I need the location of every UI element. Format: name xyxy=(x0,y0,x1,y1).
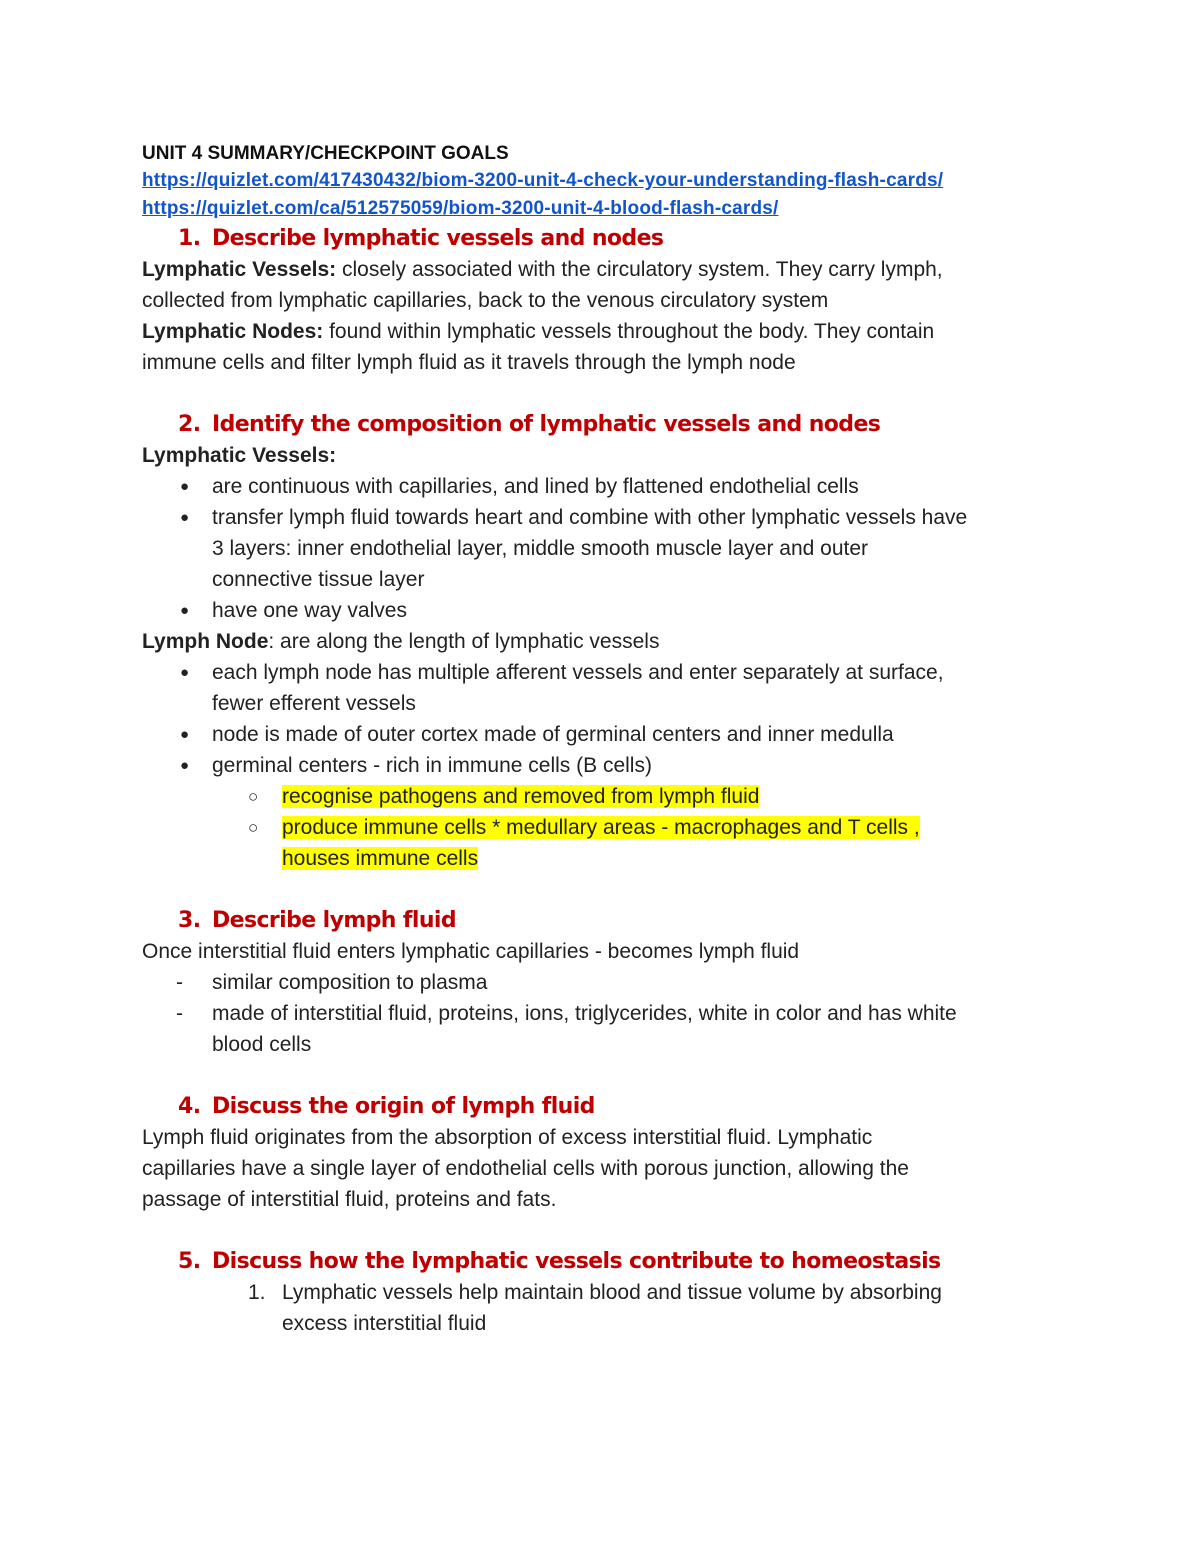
lymphatic-nodes-text: found within lymphatic vessels throughout the body. They contain xyxy=(323,320,935,343)
section-3-heading-text: Describe lymph fluid xyxy=(212,908,456,933)
dash-icon: - xyxy=(176,1002,183,1025)
bullet-icon: ● xyxy=(180,726,190,743)
list-item: ● node is made of outer cortex made of germinal centers and inner medulla xyxy=(142,719,1102,750)
list-item: ● germinal centers - rich in immune cells (B cells) xyxy=(142,750,1102,781)
list-item: ● are continuous with capillaries, and lined by flattened endothelial cells xyxy=(142,471,1102,502)
lymphatic-nodes-label: Lymphatic Nodes: xyxy=(142,320,324,343)
section-2-heading xyxy=(142,409,1102,440)
list-number: 1. xyxy=(248,1281,266,1304)
circle-bullet-icon: ○ xyxy=(248,818,259,837)
node-bullet-list xyxy=(142,657,1102,781)
section-5-number: 5. xyxy=(178,1249,201,1274)
lymph-node-text: : are along the length of lymphatic vessels xyxy=(268,630,660,653)
section-3-number: 3. xyxy=(178,908,201,933)
list-item-continuation: blood cells xyxy=(212,1033,312,1056)
quizlet-link-check-understanding[interactable]: https://quizlet.com/417430432/biom-3200-unit-4-check-your-understanding-flash-cards/ xyxy=(142,170,944,191)
circle-bullet-icon: ○ xyxy=(248,787,259,806)
vessels-composition-label: Lymphatic Vessels: xyxy=(142,444,337,467)
list-item-continuation: 3 layers: inner endothelial layer, middle smooth muscle layer and outer xyxy=(212,537,869,560)
section-3-heading xyxy=(142,905,1102,936)
document-body xyxy=(142,141,1102,1339)
lymphatic-vessels-text: closely associated with the circulatory system. They carry lymph, xyxy=(336,258,943,281)
list-item: - similar composition to plasma xyxy=(142,967,1102,998)
section-1-number: 1. xyxy=(178,226,201,251)
lymph-fluid-dash-list xyxy=(142,967,1102,1060)
text-line: Lymph fluid originates from the absorption of excess interstitial fluid. Lymphatic xyxy=(142,1126,873,1149)
section-5-heading-text: Discuss how the lymphatic vessels contribute to homeostasis xyxy=(212,1249,941,1274)
section-4-heading-text: Discuss the origin of lymph fluid xyxy=(212,1094,595,1119)
vessels-bullet-list xyxy=(142,471,1102,626)
lymphatic-nodes-paragraph xyxy=(142,316,1102,378)
lymphatic-nodes-text-cont: immune cells and filter lymph fluid as it travels through the lymph node xyxy=(142,351,796,374)
list-item-continuation: houses immune cells xyxy=(282,847,479,870)
list-item: - made of interstitial fluid, proteins, ions, triglycerides, white in color and has white xyxy=(142,998,1102,1029)
dash-icon: - xyxy=(176,971,183,994)
quizlet-link-blood[interactable]: https://quizlet.com/ca/512575059/biom-3200-unit-4-blood-flash-cards/ xyxy=(142,198,779,219)
bullet-icon: ● xyxy=(180,478,190,495)
section-1-heading xyxy=(142,223,1102,254)
list-item-continuation: excess interstitial fluid xyxy=(282,1312,487,1335)
section-2-number: 2. xyxy=(178,412,201,437)
lymphatic-vessels-paragraph xyxy=(142,254,1102,316)
bullet-icon: ● xyxy=(180,509,190,526)
text-line: passage of interstitial fluid, proteins and fats. xyxy=(142,1188,557,1211)
lymphatic-vessels-text-cont: collected from lymphatic capillaries, back to the venous circulatory system xyxy=(142,289,829,312)
section-2-heading-text: Identify the composition of lymphatic vessels and nodes xyxy=(212,412,881,437)
lymph-origin-paragraph xyxy=(142,1122,1102,1215)
list-item-continuation: fewer efferent vessels xyxy=(212,692,416,715)
bullet-icon: ● xyxy=(180,757,190,774)
list-item: ○ recognise pathogens and removed from lymph fluid xyxy=(142,781,1102,812)
bullet-icon: ● xyxy=(180,664,190,681)
homeostasis-numbered-list xyxy=(142,1277,1102,1339)
lymph-node-label: Lymph Node xyxy=(142,630,269,653)
section-4-number: 4. xyxy=(178,1094,201,1119)
list-item: ○ produce immune cells * medullary areas - macrophages and T cells , xyxy=(142,812,1102,843)
list-item-continuation: connective tissue layer xyxy=(212,568,425,591)
list-item: 1. Lymphatic vessels help maintain blood and tissue volume by absorbing xyxy=(142,1277,1102,1308)
lymphatic-vessels-label: Lymphatic Vessels: xyxy=(142,258,337,281)
text-line: capillaries have a single layer of endothelial cells with porous junction, allowing the xyxy=(142,1157,909,1180)
section-5-heading xyxy=(142,1246,1102,1277)
lymph-fluid-intro: Once interstitial fluid enters lymphatic capillaries - becomes lymph fluid xyxy=(142,940,800,963)
bullet-icon: ● xyxy=(180,602,190,619)
section-4-heading xyxy=(142,1091,1102,1122)
lymph-node-paragraph xyxy=(142,626,1102,657)
document-title: UNIT 4 SUMMARY/CHECKPOINT GOALS xyxy=(142,143,509,164)
germinal-sub-list xyxy=(142,781,1102,874)
section-1-heading-text: Describe lymphatic vessels and nodes xyxy=(212,226,664,251)
list-item: ● transfer lymph fluid towards heart and combine with other lymphatic vessels have xyxy=(142,502,1102,533)
list-item: ● each lymph node has multiple afferent vessels and enter separately at surface, xyxy=(142,657,1102,688)
list-item: ● have one way valves xyxy=(142,595,1102,626)
